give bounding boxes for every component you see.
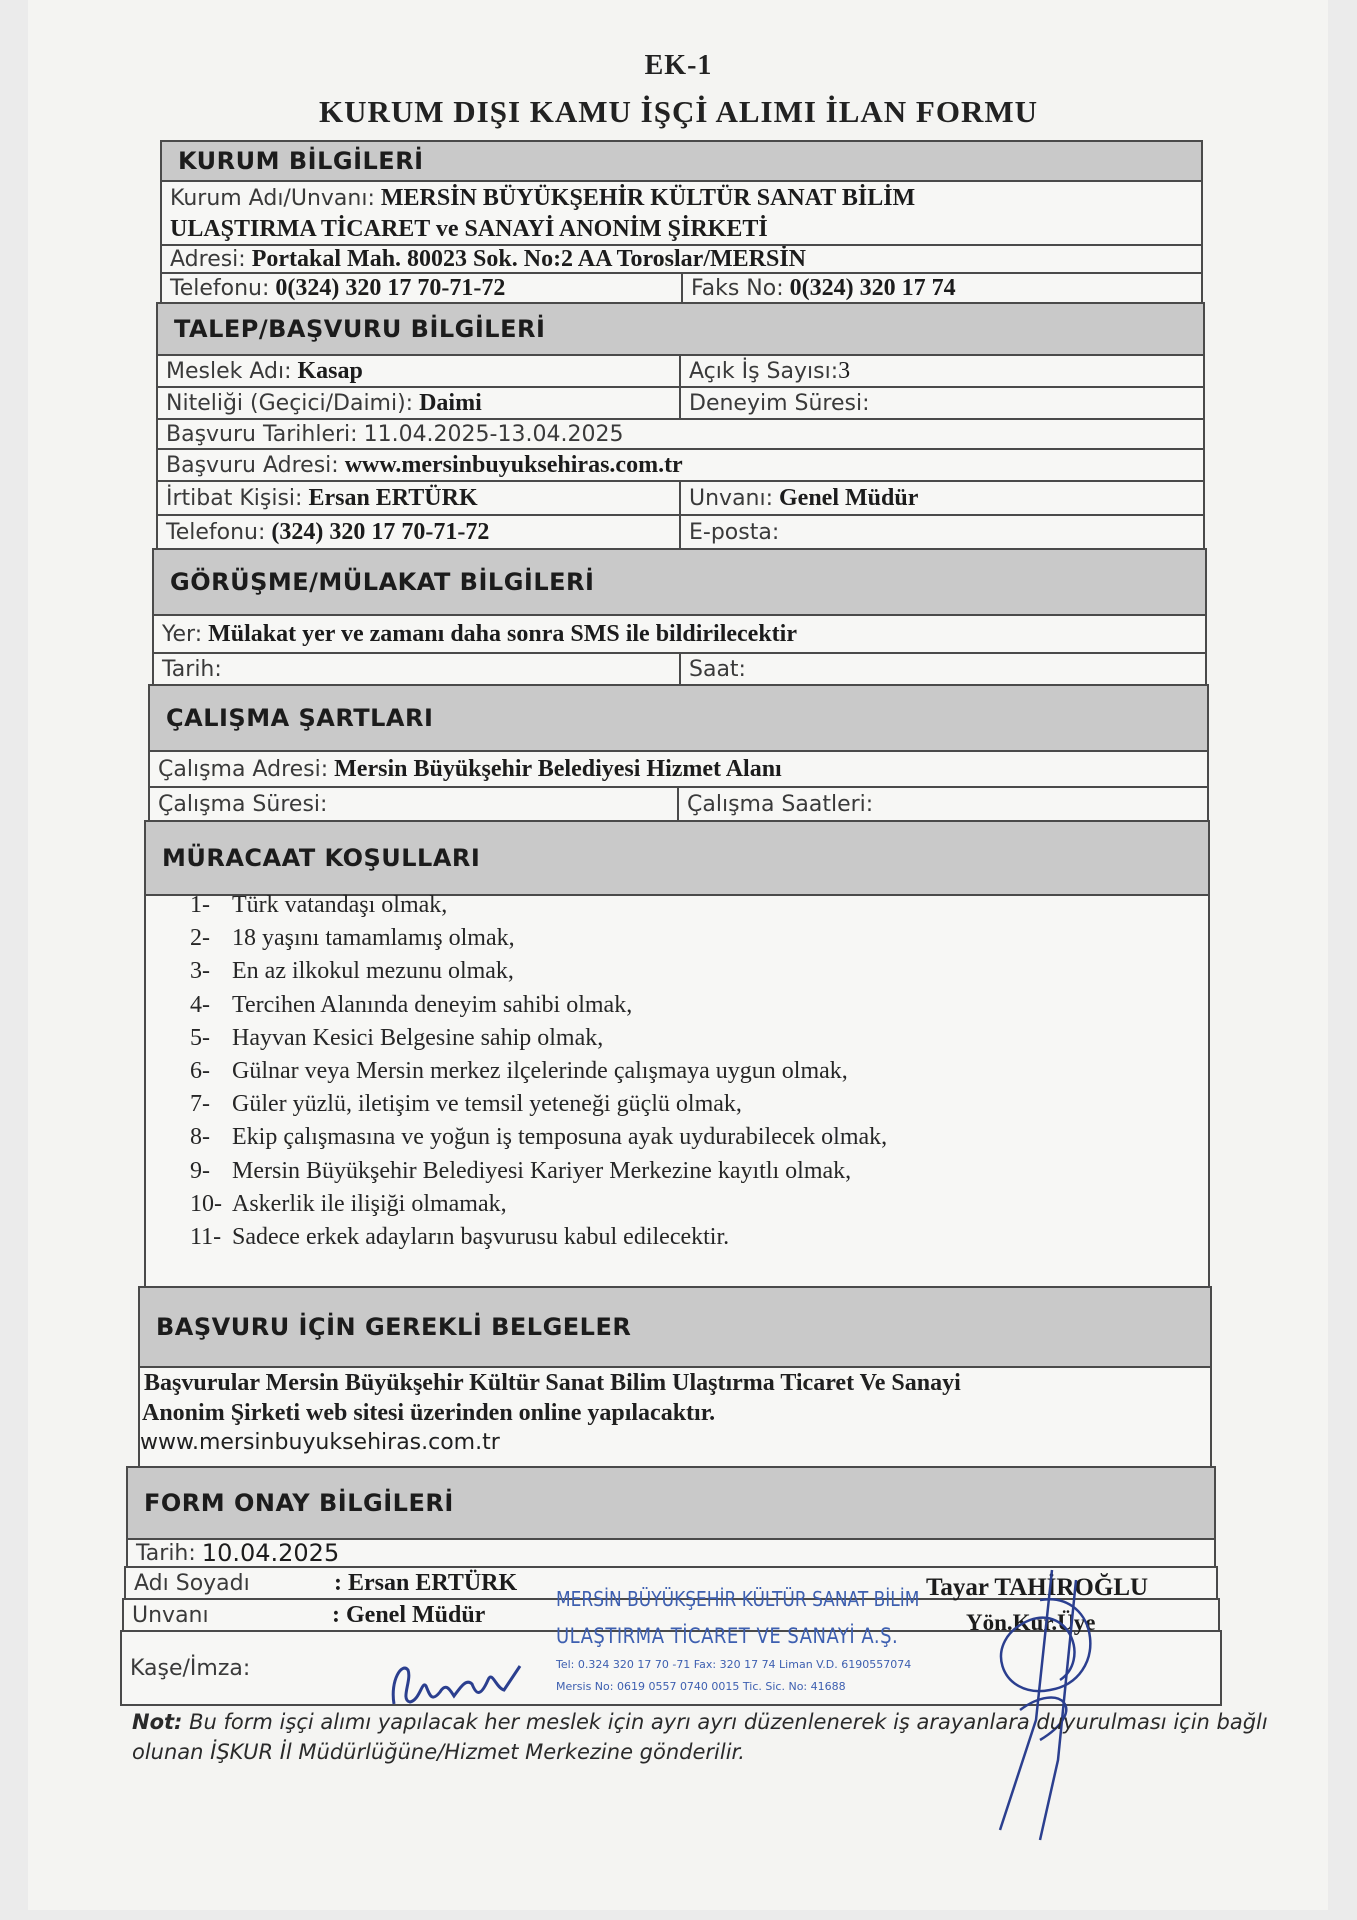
unvan-value: Genel Müdür xyxy=(779,484,919,511)
telefon-label: Telefonu: xyxy=(166,519,266,545)
condition-text: Gülnar veya Mersin merkez ilçelerinde çalışmaya uygun olmak, xyxy=(232,1058,848,1084)
condition-number: 4- xyxy=(190,991,210,1018)
condition-number: 8- xyxy=(190,1124,210,1151)
signer2-title: Yön.Kur.Üye xyxy=(966,1610,1096,1635)
basvuru-adres-link[interactable]: www.mersinbuyuksehiras.com.tr xyxy=(344,451,683,478)
condition-text: Sadece erkek adayların başvurusu kabul edilecektir. xyxy=(232,1224,730,1250)
note-line1 xyxy=(132,1710,1268,1734)
condition-item xyxy=(190,892,447,919)
onay-tarih-value: 10.04.2025 xyxy=(201,1539,340,1567)
gorusme-tarih-row xyxy=(152,652,1207,686)
irtibat-value: Ersan ERTÜRK xyxy=(308,484,478,511)
belgeler-url[interactable]: www.mersinbuyuksehiras.com.tr xyxy=(140,1430,500,1455)
belgeler-line1: Başvurular Mersin Büyükşehir Kültür Sanat Bilim Ulaştırma Ticaret Ve Sanayi xyxy=(144,1370,961,1396)
condition-item xyxy=(190,992,632,1019)
condition-text: En az ilkokul mezunu olmak, xyxy=(232,958,514,985)
note-text1: Bu form işçi alımı yapılacak her meslek için ayrı ayrı düzenlenerek iş arayanlara duyurulması için bağlı xyxy=(189,1710,1268,1734)
calisma-sure-row xyxy=(148,786,1209,822)
irtibat-label: İrtibat Kişisi: xyxy=(166,485,303,511)
saat-label: Saat: xyxy=(689,656,746,682)
condition-text: Ekip çalışmasına ve yoğun iş temposuna ayak uydurabilecek olmak, xyxy=(232,1124,888,1151)
condition-text: Hayvan Kesici Belgesine sahip olmak, xyxy=(232,1024,604,1051)
condition-item xyxy=(190,1025,603,1052)
signature-ersan xyxy=(380,1640,530,1720)
onay-unvan-label: Unvanı xyxy=(132,1602,209,1628)
kurum-fax: 0(324) 320 17 74 xyxy=(789,274,956,301)
section-gorusme-heading: GÖRÜŞME/MÜLAKAT BİLGİLERİ xyxy=(152,548,1207,616)
unvan-label: Unvanı: xyxy=(689,485,774,511)
kurum-phone: 0(324) 320 17 70-71-72 xyxy=(275,274,506,301)
eposta-label: E-posta: xyxy=(689,519,780,545)
gorusme-tarih-label: Tarih: xyxy=(162,656,222,682)
stamp-line2: ULAŞTIRMA TİCARET VE SANAYİ A.Ş. xyxy=(556,1623,899,1650)
meslek-label: Meslek Adı: xyxy=(166,358,292,384)
kurum-name-row xyxy=(160,180,1203,246)
condition-number: 1- xyxy=(190,892,210,918)
irtibat-row xyxy=(156,480,1205,516)
basvuru-tarih-label: Başvuru Tarihleri: xyxy=(166,421,358,447)
section-belgeler-heading: BAŞVURU İÇİN GEREKLİ BELGELER xyxy=(138,1286,1212,1368)
condition-item xyxy=(190,1158,851,1185)
calisma-saat-label: Çalışma Saatleri: xyxy=(687,791,874,817)
calisma-adres-row xyxy=(148,750,1209,788)
basvuru-tarih-row xyxy=(156,418,1205,450)
yer-row xyxy=(152,614,1207,654)
condition-item xyxy=(190,958,514,985)
belgeler-line2: Anonim Şirketi web sitesi üzerinden online yapılacaktır. xyxy=(142,1400,716,1426)
condition-item xyxy=(190,1124,887,1151)
condition-number: 10- xyxy=(190,1190,222,1217)
calisma-adres-label: Çalışma Adresi: xyxy=(158,756,329,782)
kurum-address: Portakal Mah. 80023 Sok. No:2 AA Toroslar/MERSİN xyxy=(251,245,807,272)
condition-item xyxy=(190,925,515,952)
meslek-value: Kasap xyxy=(297,357,363,384)
condition-number: 2- xyxy=(190,925,210,952)
annex-label: EK-1 xyxy=(644,50,713,81)
kurum-address-row xyxy=(160,244,1203,274)
section-talep-heading: TALEP/BAŞVURU BİLGİLERİ xyxy=(156,302,1205,356)
telefon-row xyxy=(156,514,1205,550)
basvuru-adres-row xyxy=(156,448,1205,482)
kurum-name-line1: MERSİN BÜYÜKŞEHİR KÜLTÜR SANAT BİLİM xyxy=(380,184,916,211)
yer-label: Yer: xyxy=(162,621,203,647)
telefon-value: (324) 320 17 70-71-72 xyxy=(271,518,490,545)
kurum-name-line2: ULAŞTIRMA TİCARET ve SANAYİ ANONİM ŞİRKETİ xyxy=(170,215,768,242)
signature-tayar xyxy=(940,1560,1140,1850)
nitelik-label: Niteliği (Geçici/Daimi): xyxy=(166,390,414,416)
section-kurum-heading: KURUM BİLGİLERİ xyxy=(160,140,1203,182)
condition-number: 3- xyxy=(190,958,210,985)
onay-unvan-value: : Genel Müdür xyxy=(332,1601,486,1628)
acik-is-label: Açık İş Sayısı: xyxy=(689,358,839,384)
kurum-name-label: Kurum Adı/Unvanı: xyxy=(170,185,375,211)
calisma-sure-label: Çalışma Süresi: xyxy=(158,791,328,817)
deneyim-label: Deneyim Süresi: xyxy=(689,390,870,416)
condition-text: Güler yüzlü, iletişim ve temsil yeteneği güçlü olmak, xyxy=(232,1091,742,1118)
kurum-fax-label: Faks No: xyxy=(691,275,784,301)
kurum-address-label: Adresi: xyxy=(170,246,246,272)
section-onay-heading: FORM ONAY BİLGİLERİ xyxy=(126,1466,1216,1540)
nitelik-value: Daimi xyxy=(419,389,482,416)
note-label: Not: xyxy=(132,1710,183,1734)
condition-text: Türk vatandaşı olmak, xyxy=(232,892,448,918)
form-title: KURUM DIŞI KAMU İŞÇİ ALIMI İLAN FORMU xyxy=(318,94,1039,129)
condition-number: 9- xyxy=(190,1157,210,1184)
section-muracaat-heading: MÜRACAAT KOŞULLARI xyxy=(144,820,1210,896)
calisma-adres-value: Mersin Büyükşehir Belediyesi Hizmet Alanı xyxy=(334,755,782,782)
condition-text: Askerlik ile ilişiği olmamak, xyxy=(232,1190,507,1217)
kurum-phone-label: Telefonu: xyxy=(170,275,270,301)
condition-item xyxy=(190,1224,729,1251)
onay-tarih-label: Tarih: xyxy=(136,1540,196,1566)
condition-item xyxy=(190,1058,848,1085)
basvuru-adres-label: Başvuru Adresi: xyxy=(166,452,339,478)
condition-number: 6- xyxy=(190,1058,210,1084)
condition-text: Mersin Büyükşehir Belediyesi Kariyer Merkezine kayıtlı olmak, xyxy=(232,1157,852,1184)
stamp-line3: Tel: 0.324 320 17 70 -71 Fax: 320 17 74 Liman V.D. 6190557074 xyxy=(556,1658,912,1671)
acik-is-value: 3 xyxy=(838,357,851,384)
onay-kase-label: Kaşe/İmza: xyxy=(130,1655,251,1681)
stamp-line4: Mersis No: 0619 0557 0740 0015 Tic. Sic. No: 41688 xyxy=(556,1680,846,1693)
condition-item xyxy=(190,1091,742,1118)
note-line2: olunan İŞKUR İl Müdürlüğüne/Hizmet Merkezine gönderilir. xyxy=(132,1740,745,1764)
onay-ad-value: : Ersan ERTÜRK xyxy=(334,1569,518,1596)
condition-text: Tercihen Alanında deneyim sahibi olmak, xyxy=(232,991,633,1018)
nitelik-row xyxy=(156,386,1205,420)
basvuru-tarih-value: 11.04.2025-13.04.2025 xyxy=(363,421,624,447)
condition-number: 7- xyxy=(190,1091,210,1118)
yer-value: Mülakat yer ve zamanı daha sonra SMS ile bildirilecektir xyxy=(208,620,797,647)
meslek-row xyxy=(156,354,1205,388)
condition-number: 11- xyxy=(190,1224,222,1250)
condition-text: 18 yaşını tamamlamış olmak, xyxy=(232,925,515,952)
signer2-name: Tayar TAHİROĞLU xyxy=(926,1574,1149,1601)
condition-item xyxy=(190,1191,507,1218)
section-calisma-heading: ÇALIŞMA ŞARTLARI xyxy=(148,684,1209,752)
onay-ad-label: Adı Soyadı xyxy=(134,1570,250,1596)
kurum-phone-row xyxy=(160,272,1203,304)
stamp-line1: MERSİN BÜYÜKŞEHİR KÜLTÜR SANAT BİLİM xyxy=(556,1588,920,1612)
condition-number: 5- xyxy=(190,1024,210,1051)
